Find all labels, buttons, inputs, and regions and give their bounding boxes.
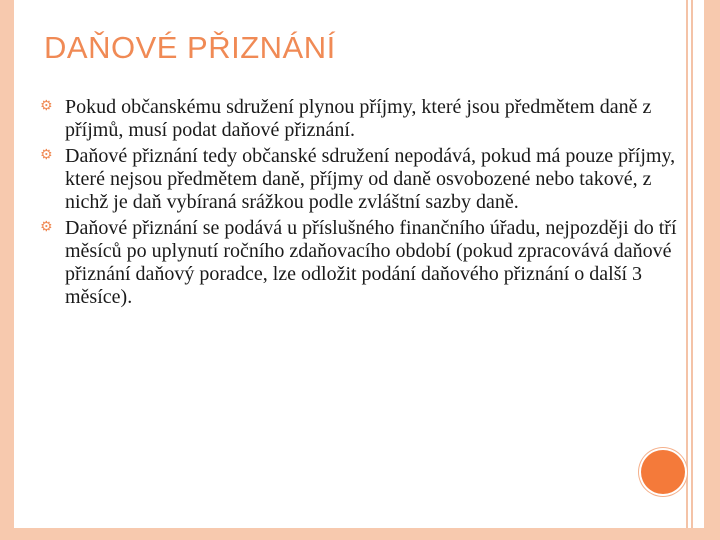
gear-icon: ⚙ — [40, 98, 53, 114]
slide-title: DAŇOVÉ PŘIZNÁNÍ — [44, 30, 336, 65]
frame-right-border — [704, 0, 720, 540]
frame-right-line — [686, 0, 688, 540]
decorative-circle — [641, 450, 685, 494]
frame-bottom-border — [0, 528, 720, 540]
bullet-text: Daňové přiznání tedy občanské sdružení nepodává, pokud má pouze příjmy, které nejsou předmětem daně, příjmy od daně osvobozené nebo takové, z nichž je daň vybíraná srážkou podle zvláštní sazby daně. — [65, 145, 676, 213]
gear-icon: ⚙ — [40, 219, 53, 235]
bullet-text: Pokud občanskému sdružení plynou příjmy, které jsou předmětem daně z příjmů, musí podat daňové přiznání. — [65, 96, 652, 141]
gear-icon: ⚙ — [40, 147, 53, 163]
bullet-text: Daňové přiznání se podává u příslušného finančního úřadu, nejpozději do tří měsíců po uplynutí ročního zdaňovacího období (pokud zpracovává daňové přiznání daňový poradce, lze odložit podání daňového přiznání o další 3 měsíce). — [65, 217, 677, 308]
list-item — [40, 217, 680, 309]
list-item — [40, 145, 680, 214]
bullet-list — [40, 96, 680, 312]
list-item — [40, 96, 680, 142]
frame-right-line — [691, 0, 693, 540]
frame-left-border — [0, 0, 14, 540]
